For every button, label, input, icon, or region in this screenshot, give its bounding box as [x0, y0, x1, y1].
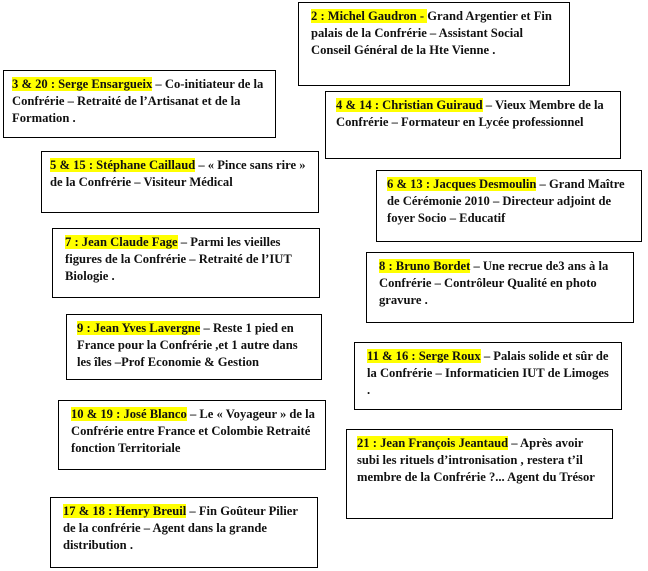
card-jose-blanco: [58, 400, 326, 470]
card-serge-ensargueix: [3, 70, 276, 138]
card-stephane-caillaud: [41, 151, 319, 213]
member-name: 9 : Jean Yves Lavergne: [77, 321, 201, 335]
member-name: 17 & 18 : Henry Breuil: [63, 504, 187, 518]
card-christian-guiraud: [325, 91, 621, 159]
card-jacques-desmoulin: [376, 170, 642, 242]
card-jean-yves-lavergne: [66, 314, 322, 380]
member-name: 5 & 15 : Stéphane Caillaud: [50, 158, 196, 172]
member-description: Grand Argentier et Fin palais de la Confrérie – Assistant Social Conseil Général de la Hte Vienne .: [311, 9, 552, 57]
member-name: 4 & 14 : Christian Guiraud: [336, 98, 483, 112]
member-description: – Reste 1 pied en France pour la Confrérie ,et 1 autre dans les îles –Prof Economie & Gestion: [77, 321, 298, 369]
card-jean-claude-fage: [52, 228, 320, 298]
member-name: 11 & 16 : Serge Roux: [367, 349, 481, 363]
member-name: 10 & 19 : José Blanco: [71, 407, 187, 421]
member-name: 2 : Michel Gaudron -: [311, 9, 428, 23]
card-jean-francois-jeantaud: [346, 429, 613, 519]
member-name: 7 : Jean Claude Fage: [65, 235, 178, 249]
member-description: – Co-initiateur de la Confrérie – Retraité de l’Artisanat et de la Formation .: [12, 77, 264, 125]
card-henry-breuil: [50, 497, 318, 568]
card-serge-roux: [354, 342, 622, 410]
member-description: – Une recrue de3 ans à la Confrérie – Contrôleur Qualité en photo gravure .: [379, 259, 609, 307]
card-bruno-bordet: [366, 252, 634, 323]
member-description: – Vieux Membre de la Confrérie – Formateur en Lycée professionnel: [336, 98, 604, 129]
member-description: – Le « Voyageur » de la Confrérie entre France et Colombie Retraité fonction Territoriale: [71, 407, 315, 455]
member-description: – Fin Goûteur Pilier de la confrérie – Agent dans la grande distribution .: [63, 504, 298, 552]
member-name: 8 : Bruno Bordet: [379, 259, 471, 273]
member-description: – Grand Maître de Cérémonie 2010 – Directeur adjoint de foyer Socio – Educatif: [387, 177, 625, 225]
member-description: – Palais solide et sûr de la Confrérie – Informaticien IUT de Limoges .: [367, 349, 609, 397]
member-name: 6 & 13 : Jacques Desmoulin: [387, 177, 537, 191]
card-michel-gaudron: [298, 2, 570, 86]
member-name: 3 & 20 : Serge Ensargueix: [12, 77, 153, 91]
member-description: – Parmi les vieilles figures de la Confrérie – Retraité de l’IUT Biologie .: [65, 235, 292, 283]
member-description: – « Pince sans rire » de la Confrérie – Visiteur Médical: [50, 158, 306, 189]
member-description: – Après avoir subi les rituels d’intronisation , restera t’il membre de la Confrérie ?... Agent du Trésor: [357, 436, 595, 484]
member-name: 21 : Jean François Jeantaud: [357, 436, 509, 450]
